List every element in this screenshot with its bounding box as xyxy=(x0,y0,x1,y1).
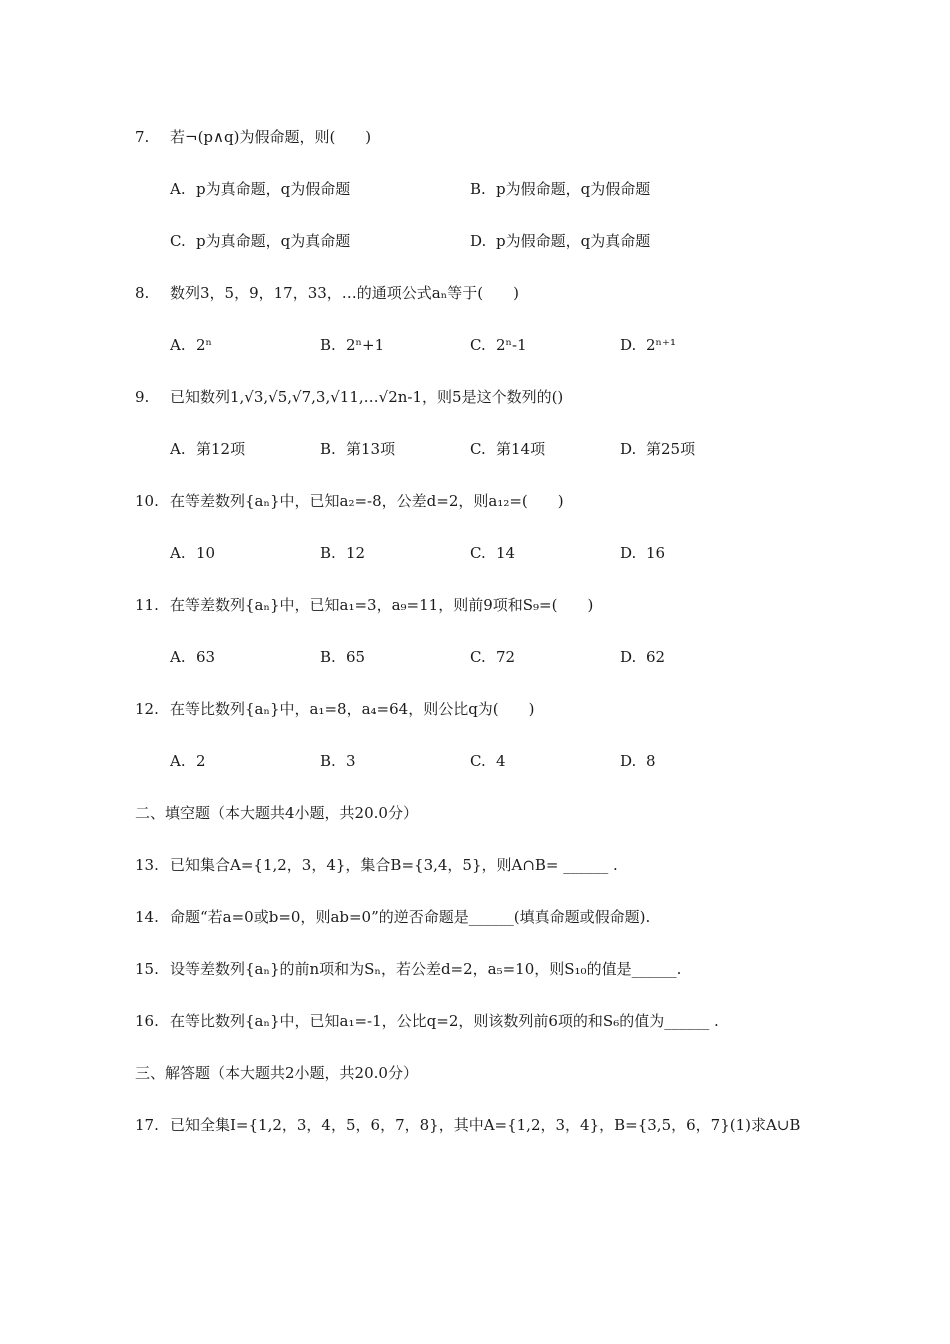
option-text: 2ⁿ⁺¹ xyxy=(646,336,676,354)
question-number: 13. xyxy=(135,856,159,874)
question-11 xyxy=(0,591,950,619)
option-text: 4 xyxy=(496,752,506,770)
question-text: 在等比数列{aₙ}中，已知a₁=-1，公比q=2，则该数列前6项的和S₆的值为______ . xyxy=(170,1012,719,1030)
section-heading-answer xyxy=(0,1059,950,1087)
option-label: C. xyxy=(170,232,186,250)
option-label: C. xyxy=(470,336,486,354)
question-number: 7. xyxy=(135,128,150,146)
question-text: 命题“若a=0或b=0，则ab=0”的逆否命题是______(填真命题或假命题). xyxy=(170,908,651,926)
question-number: 17. xyxy=(135,1116,159,1134)
question-text: 数列3，5，9，17，33，…的通项公式aₙ等于( ) xyxy=(170,284,519,302)
options-row xyxy=(0,643,950,671)
option-label: B. xyxy=(470,180,486,198)
option-a[interactable] xyxy=(170,435,245,463)
option-d[interactable] xyxy=(620,539,665,567)
option-text: 62 xyxy=(646,648,666,666)
option-label: D. xyxy=(620,336,637,354)
question-text: 已知全集I={1,2，3，4，5，6，7，8}，其中A={1,2，3，4}，B={3,5，6，7}(1)求A∪B xyxy=(170,1116,801,1134)
option-text: 12 xyxy=(346,544,366,562)
options-row xyxy=(0,175,950,203)
option-text: 2ⁿ+1 xyxy=(346,336,385,354)
option-label: C. xyxy=(470,648,486,666)
option-d[interactable] xyxy=(620,747,656,775)
question-number: 12. xyxy=(135,700,159,718)
question-17 xyxy=(0,1111,950,1139)
question-15 xyxy=(0,955,950,983)
option-b[interactable] xyxy=(320,435,395,463)
option-label: B. xyxy=(320,752,336,770)
option-label: D. xyxy=(470,232,487,250)
option-text: 3 xyxy=(346,752,356,770)
question-text: 在等差数列{aₙ}中，已知a₂=-8，公差d=2，则a₁₂=( ) xyxy=(170,492,564,510)
option-label: A. xyxy=(170,648,186,666)
option-c[interactable] xyxy=(470,331,527,359)
option-label: C. xyxy=(470,752,486,770)
option-b[interactable] xyxy=(320,643,365,671)
option-label: B. xyxy=(320,440,336,458)
option-d[interactable] xyxy=(470,227,650,255)
option-a[interactable] xyxy=(170,643,215,671)
option-text: p为假命题，q为真命题 xyxy=(496,232,651,250)
option-c[interactable] xyxy=(470,747,506,775)
question-number: 8. xyxy=(135,284,150,302)
question-text: 已知集合A={1,2，3，4}，集合B={3,4，5}，则A∩B= ______ . xyxy=(170,856,618,874)
option-a[interactable] xyxy=(170,539,215,567)
question-text: 在等比数列{aₙ}中，a₁=8，a₄=64，则公比q为( ) xyxy=(170,700,535,718)
question-7 xyxy=(0,123,950,151)
option-text: 72 xyxy=(496,648,516,666)
option-text: 2 xyxy=(196,752,206,770)
option-d[interactable] xyxy=(620,643,665,671)
question-12 xyxy=(0,695,950,723)
question-number: 9. xyxy=(135,388,150,406)
option-label: C. xyxy=(470,544,486,562)
options-row xyxy=(0,227,950,255)
option-text: 第25项 xyxy=(646,440,696,458)
option-text: p为真命题，q为假命题 xyxy=(196,180,351,198)
option-text: 63 xyxy=(196,648,216,666)
question-9 xyxy=(0,383,950,411)
option-b[interactable] xyxy=(320,331,384,359)
option-label: A. xyxy=(170,544,186,562)
question-10 xyxy=(0,487,950,515)
options-row xyxy=(0,435,950,463)
option-d[interactable] xyxy=(620,331,676,359)
options-row xyxy=(0,747,950,775)
question-number: 15. xyxy=(135,960,159,978)
option-label: C. xyxy=(470,440,486,458)
option-c[interactable] xyxy=(170,227,350,255)
question-14 xyxy=(0,903,950,931)
option-text: 第12项 xyxy=(196,440,246,458)
option-text: p为真命题，q为真命题 xyxy=(196,232,351,250)
option-label: B. xyxy=(320,336,336,354)
question-number: 16. xyxy=(135,1012,159,1030)
options-row xyxy=(0,539,950,567)
option-label: D. xyxy=(620,752,637,770)
option-text: 8 xyxy=(646,752,656,770)
option-text: 10 xyxy=(196,544,216,562)
option-c[interactable] xyxy=(470,643,515,671)
question-number: 11. xyxy=(135,596,159,614)
option-b[interactable] xyxy=(470,175,650,203)
question-text: 若¬(p∧q)为假命题，则( ) xyxy=(170,128,372,146)
option-c[interactable] xyxy=(470,435,545,463)
options-row xyxy=(0,331,950,359)
section-title: 二、填空题（本大题共4小题，共20.0分） xyxy=(135,804,418,822)
option-text: 第14项 xyxy=(496,440,546,458)
option-b[interactable] xyxy=(320,747,356,775)
question-13 xyxy=(0,851,950,879)
question-text: 在等差数列{aₙ}中，已知a₁=3，a₉=11，则前9项和S₉=( ) xyxy=(170,596,594,614)
section-heading-fill xyxy=(0,799,950,827)
option-a[interactable] xyxy=(170,747,206,775)
option-d[interactable] xyxy=(620,435,695,463)
option-label: D. xyxy=(620,440,637,458)
option-c[interactable] xyxy=(470,539,515,567)
question-number: 14. xyxy=(135,908,159,926)
option-b[interactable] xyxy=(320,539,365,567)
question-number: 10. xyxy=(135,492,159,510)
section-title: 三、解答题（本大题共2小题，共20.0分） xyxy=(135,1064,418,1082)
option-text: 16 xyxy=(646,544,666,562)
option-text: 14 xyxy=(496,544,516,562)
option-a[interactable] xyxy=(170,331,212,359)
option-label: D. xyxy=(620,544,637,562)
question-text: 设等差数列{aₙ}的前n项和为Sₙ，若公差d=2，a₅=10，则S₁₀的值是______. xyxy=(170,960,682,978)
option-text: 2ⁿ xyxy=(196,336,213,354)
option-label: A. xyxy=(170,440,186,458)
question-16 xyxy=(0,1007,950,1035)
option-label: A. xyxy=(170,752,186,770)
option-a[interactable] xyxy=(170,175,350,203)
option-text: 第13项 xyxy=(346,440,396,458)
option-text: 65 xyxy=(346,648,366,666)
option-label: B. xyxy=(320,648,336,666)
option-label: D. xyxy=(620,648,637,666)
option-text: p为假命题，q为假命题 xyxy=(496,180,651,198)
option-label: B. xyxy=(320,544,336,562)
option-label: A. xyxy=(170,180,186,198)
option-label: A. xyxy=(170,336,186,354)
option-text: 2ⁿ-1 xyxy=(496,336,527,354)
question-text: 已知数列1,√3,√5,√7,3,√11,…√2n-1，则5是这个数列的() xyxy=(170,388,564,406)
question-8 xyxy=(0,279,950,307)
